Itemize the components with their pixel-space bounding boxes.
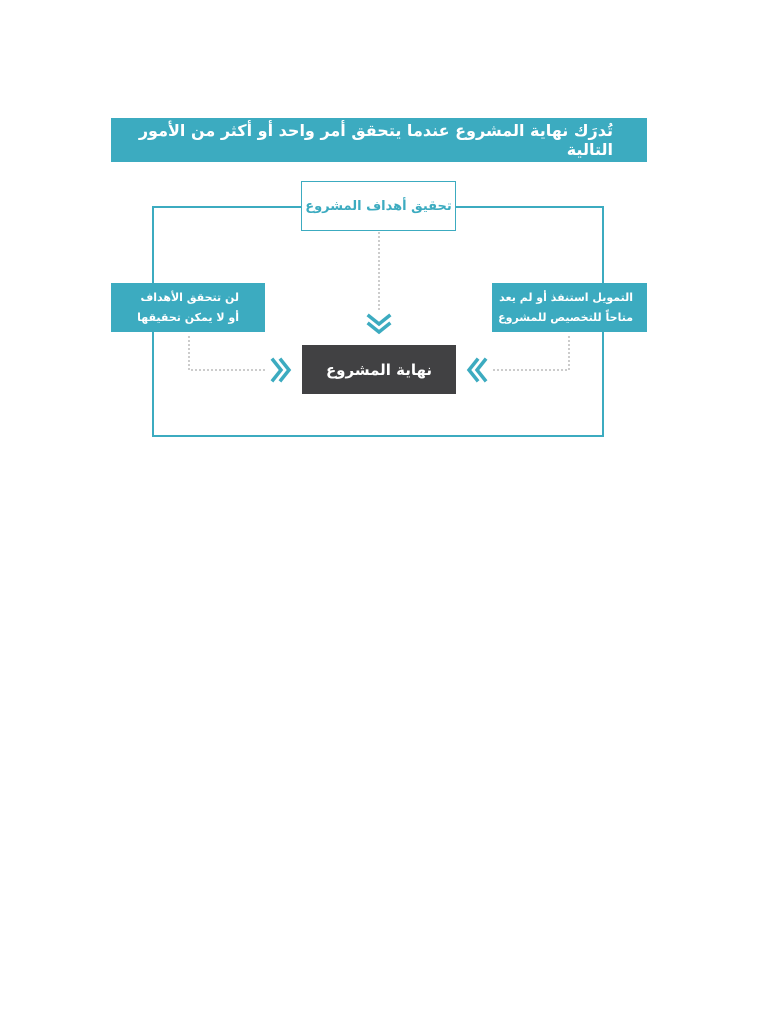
diagram-title-banner <box>111 118 647 162</box>
goals-achieved-box <box>301 181 456 231</box>
goals-not-met-line1: لن تتحقق الأهداف <box>140 290 239 304</box>
diagram-title: تُدرَك نهاية المشروع عندما يتحقق أمر واحد أو أكثر من الأمور التالية <box>138 121 613 159</box>
goals-not-met-box <box>111 283 265 332</box>
funding-exhausted-line1: التمويل استنفذ أو لم يعد <box>499 290 633 304</box>
goals-not-met-line2: أو لا يمكن تحقيقها <box>137 310 239 324</box>
funding-exhausted-line2: متاحاً للتخصيص للمشروع <box>498 310 633 324</box>
project-end-label: نهاية المشروع <box>325 360 433 379</box>
goals-achieved-label: تحقيق أهداف المشروع <box>305 198 452 214</box>
funding-exhausted-box <box>492 283 647 332</box>
project-end-box <box>302 345 456 394</box>
